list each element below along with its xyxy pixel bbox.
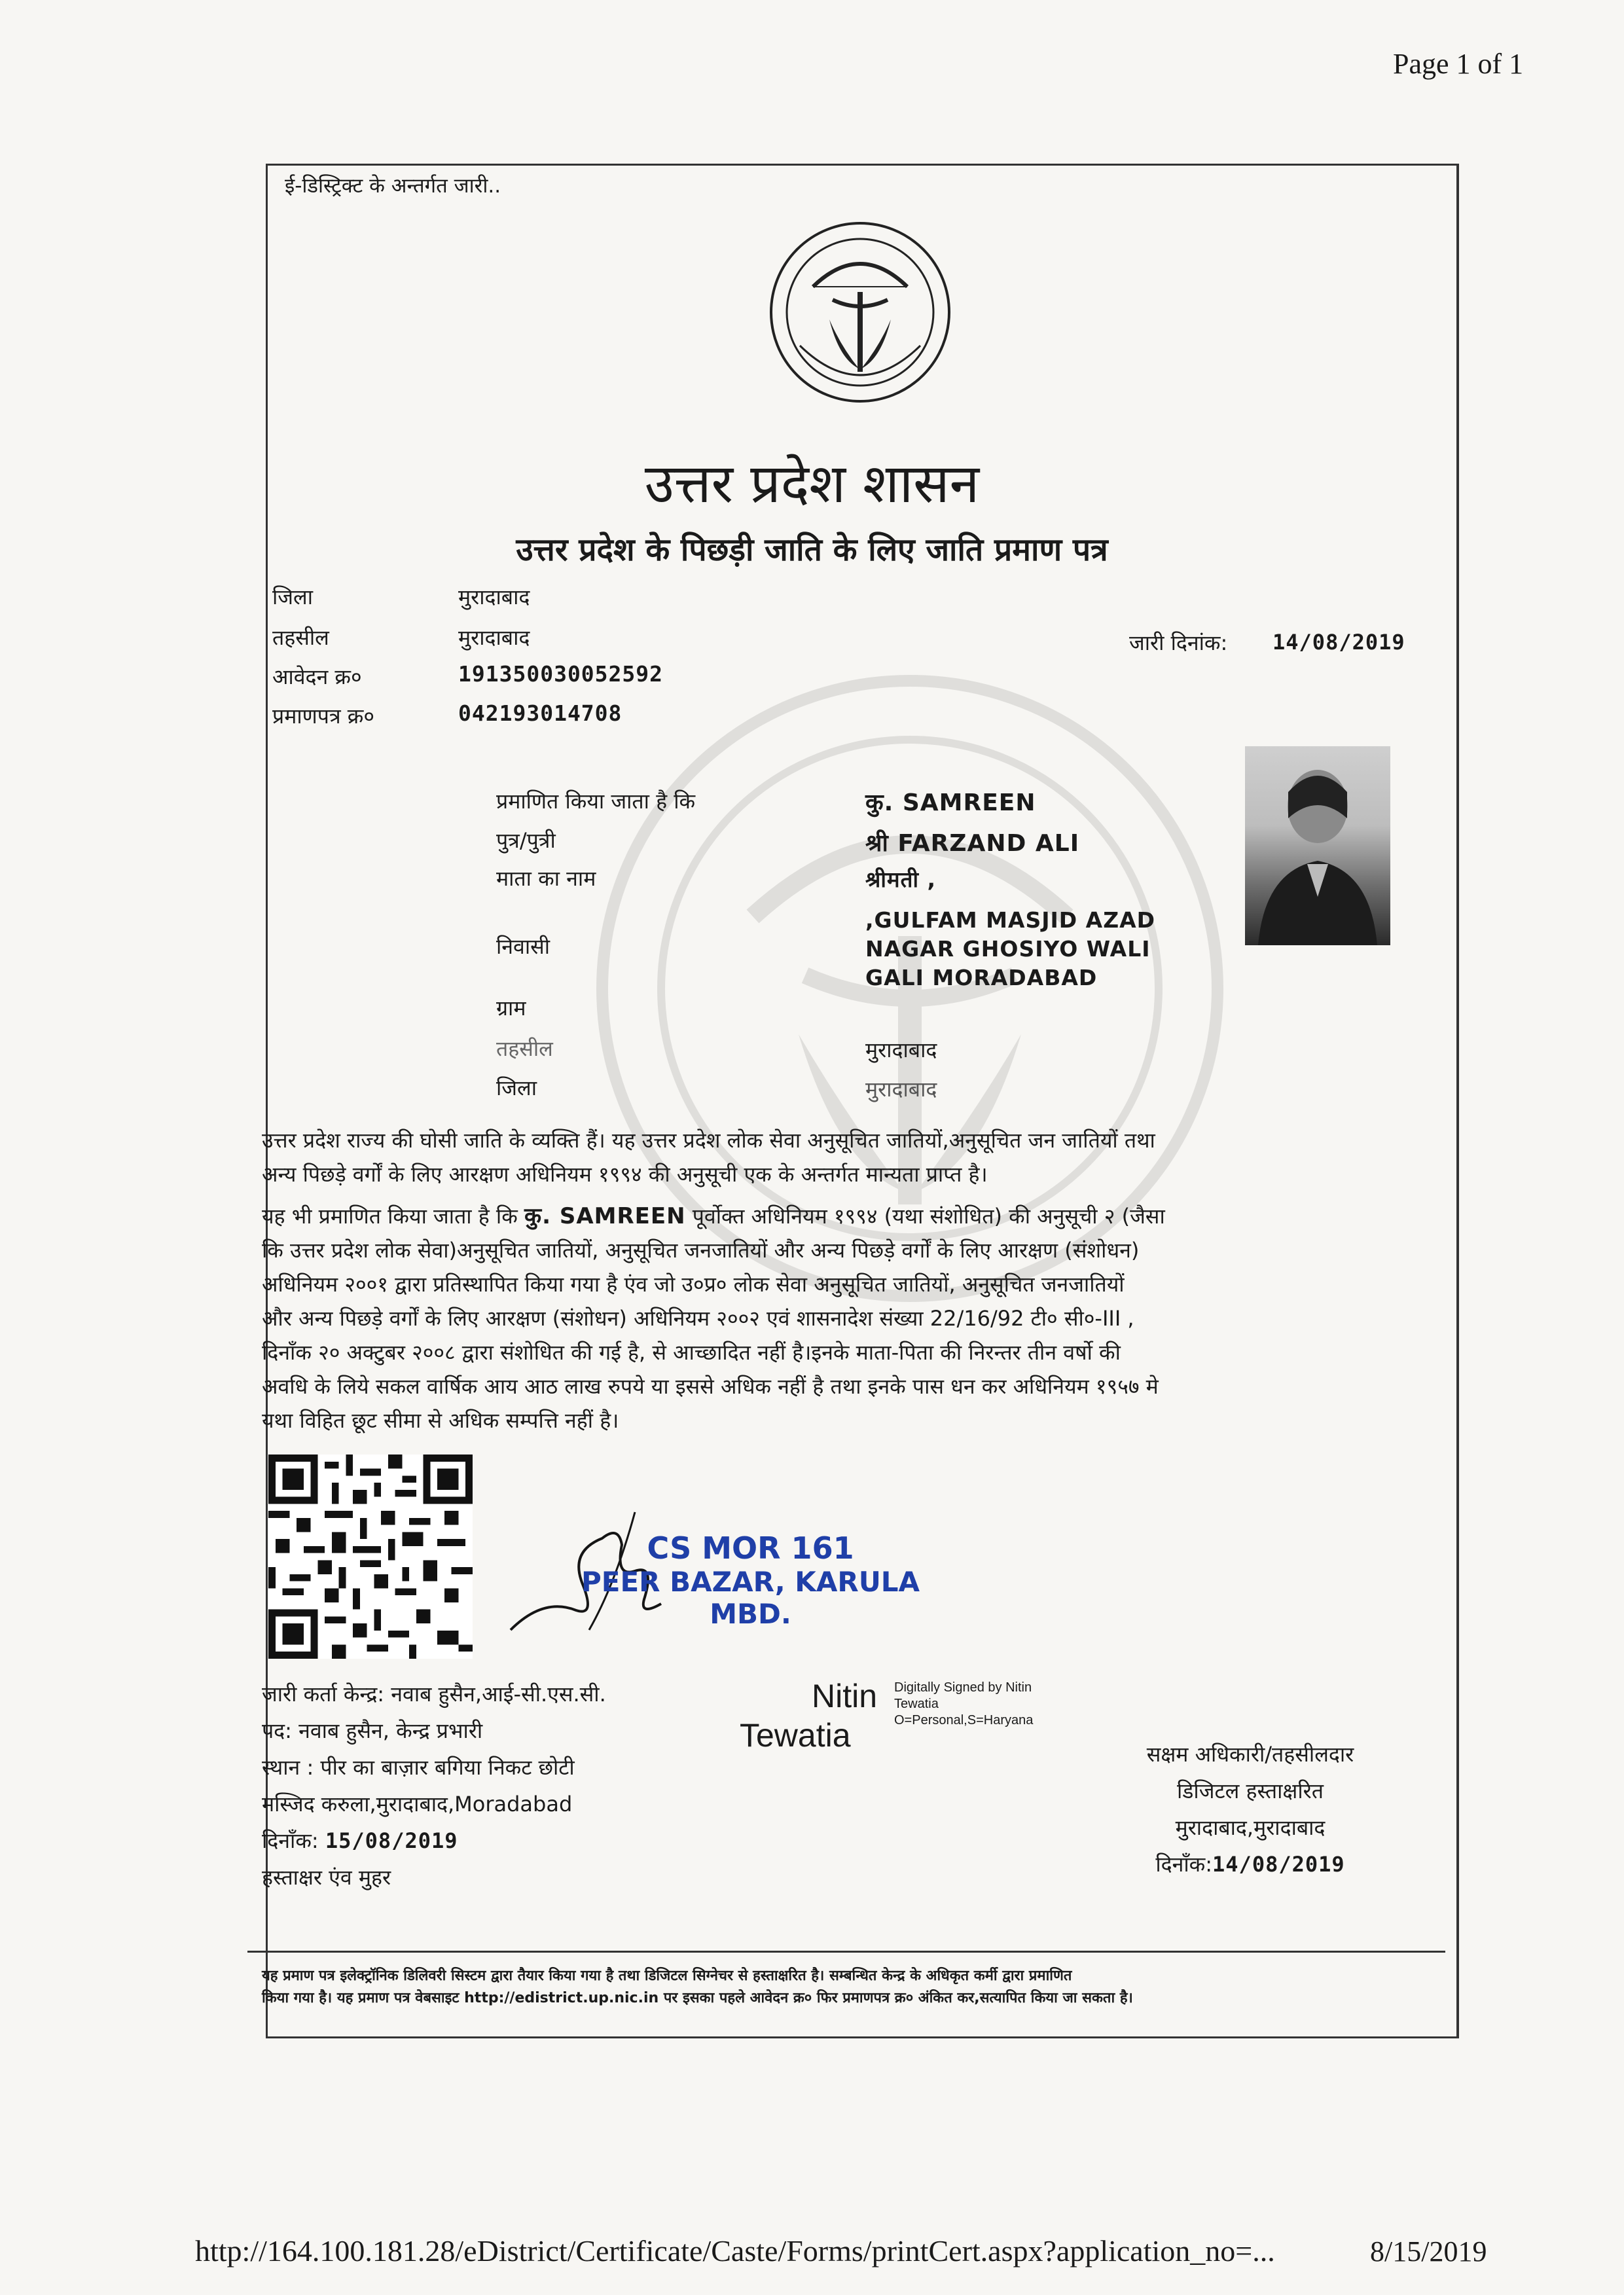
authority-block	[1074, 1736, 1427, 1883]
paragraph-text: यह भी प्रमाणित किया जाता है कि	[262, 1204, 518, 1229]
issue-date-label: जारी दिनांक:	[1129, 630, 1228, 655]
paragraph-line: कि उत्तर प्रदेश लोक सेवा)अनुसूचित जातियों, अनुसूचित जनजातियों और अन्य पिछड़े वर्गों के लिए आरक्षण (संशोधन)	[262, 1238, 1140, 1263]
issuer-details	[262, 1676, 606, 1896]
authority-date	[1074, 1846, 1427, 1883]
applicant-photo	[1245, 746, 1390, 945]
resident-label: निवासी	[496, 934, 550, 959]
signer-first-name: Nitin	[812, 1678, 878, 1714]
person-silhouette-icon	[1245, 746, 1390, 945]
resident-address	[865, 906, 1155, 992]
issuer-date-value: 15/08/2019	[325, 1828, 458, 1853]
issuer-place-line-2: मस्जिद करुला,मुरादाबाद,Moradabad	[262, 1792, 573, 1816]
village-label: ग्राम	[496, 996, 526, 1021]
authority-title: सक्षम अधिकारी/तहसीलदार	[1146, 1742, 1354, 1767]
person-district-label: जिला	[496, 1075, 537, 1100]
page-indicator: Page 1 of 1	[1393, 48, 1524, 80]
application-number: 191350030052592	[458, 661, 664, 687]
signature-note	[894, 1680, 1033, 1729]
center-stamp	[581, 1530, 920, 1630]
district-label: जिला	[272, 585, 314, 609]
tehsil-value: मुरादाबाद	[458, 625, 530, 650]
paragraph-line: यथा विहित छूट सीमा से अधिक सम्पत्ति नहीं है।	[262, 1408, 619, 1433]
signature-note-line-3: O=Personal,S=Haryana	[894, 1713, 1034, 1727]
issuer-sign-label: हस्ताक्षर एंव मुहर	[262, 1865, 391, 1890]
applicant-name: कु. SAMREEN	[865, 789, 1036, 816]
paragraph-line	[262, 1199, 1440, 1233]
paragraph-applicant-name: कु. SAMREEN	[524, 1203, 686, 1229]
signature-note-line-2: Tewatia	[894, 1697, 939, 1711]
authority-date-value: 14/08/2019	[1212, 1852, 1345, 1877]
certified-label: प्रमाणित किया जाता है कि	[496, 789, 696, 814]
up-government-emblem-icon	[767, 215, 953, 410]
address-line-2: NAGAR GHOSIYO WALI	[865, 936, 1151, 962]
paragraph-text: पूर्वोक्त अधिनियम १९९४ (यथा संशोधित) की अनुसूची २ (जैसा	[692, 1204, 1165, 1229]
issuer-place-line-1: स्थान : पीर का बाज़ार बगिया निकट छोटी	[262, 1755, 575, 1780]
address-line-3: GALI MORADABAD	[865, 965, 1098, 990]
signer-last-name: Tewatia	[740, 1717, 851, 1754]
certificate-title: उत्तर प्रदेश के पिछड़ी जाति के लिए जाति प्रमाण पत्र	[516, 532, 1108, 568]
tehsil-label: तहसील	[272, 625, 329, 650]
child-of-label: पुत्र/पुत्री	[496, 828, 556, 853]
verification-line-2: किया गया है। यह प्रमाण पत्र वेबसाइट http://edistrict.up.nic.in पर इसका पहले आवेदन क्र० फिर प्रमाणपत्र क्र० अंकित कर,सत्यापित किया जा सकता है।	[262, 1990, 1133, 2006]
issuer-date	[262, 1822, 606, 1859]
certificate-number-label: प्रमाणपत्र क्र०	[272, 704, 374, 729]
paragraph-line: अधिनियम २००१ द्वारा प्रतिस्थापित किया गया है एंव जो उ०प्र० लोक सेवा अनुसूचित जातियों, अनुसूचित जनजातियों	[262, 1272, 1125, 1297]
e-district-note: ई-डिस्ट्रिक्ट के अन्तर्गत जारी..	[285, 174, 501, 198]
eligibility-statement	[262, 1199, 1440, 1437]
paragraph-line: अवधि के लिये सकल वार्षिक आय आठ लाख रुपये या इससे अधिक नहीं है तथा इनके पास धन कर अधिनियम १९५७ मे	[262, 1374, 1159, 1399]
mother-label: माता का नाम	[496, 866, 596, 891]
issuer-post: पद: नवाब हुसैन, केन्द्र प्रभारी	[262, 1718, 483, 1743]
paragraph-line: और अन्य पिछड़े वर्गों के लिए आरक्षण (संशोधन) अधिनियम २००२ एवं शासनादेश संख्या 22/16/92 टी० सी०-III ,	[262, 1306, 1134, 1331]
person-tehsil-value: मुरादाबाद	[865, 1038, 937, 1062]
verification-note	[262, 1965, 1447, 2010]
district-value: मुरादाबाद	[458, 585, 530, 609]
stamp-line-2: PEER BAZAR, KARULA	[581, 1566, 920, 1598]
person-district-value: मुरादाबाद	[865, 1077, 937, 1102]
government-title: उत्तर प्रदेश शासन	[644, 453, 980, 515]
issuer-center: जारी कर्ता केन्द्र: नवाब हुसैन,आई-सी.एस.सी.	[262, 1682, 606, 1707]
authority-place: मुरादाबाद,मुरादाबाद	[1175, 1815, 1326, 1840]
paragraph-line: दिनाँक २० अक्टुबर २००८ द्वारा संशोधित की गई है, से आच्छादित नहीं है।इनके माता-पिता की निरन्तर तीन वर्षो की	[262, 1340, 1121, 1365]
footer-divider	[247, 1951, 1445, 1953]
print-url: http://164.100.181.28/eDistrict/Certificate/Caste/Forms/printCert.aspx?application_no=...	[195, 2234, 1275, 2268]
person-tehsil-label: तहसील	[496, 1036, 553, 1061]
issuer-date-label: दिनाँक:	[262, 1828, 319, 1853]
stamp-line-3: MBD.	[710, 1598, 791, 1630]
certificate-number: 042193014708	[458, 700, 623, 726]
signature-note-line-1: Digitally Signed by Nitin	[894, 1680, 1032, 1695]
stamp-line-1: CS MOR 161	[647, 1530, 854, 1566]
issue-date-value: 14/08/2019	[1272, 630, 1405, 655]
authority-signed: डिजिटल हस्ताक्षरित	[1177, 1779, 1324, 1803]
father-name: श्री FARZAND ALI	[865, 830, 1080, 857]
paragraph-line: उत्तर प्रदेश राज्य की घोसी जाति के व्यक्ति हैं। यह उत्तर प्रदेश लोक सेवा अनुसूचित जातियों,अनुसूचित जन जातियों तथा	[262, 1128, 1155, 1153]
application-label: आवेदन क्र०	[272, 664, 362, 689]
authority-date-label: दिनाँक:	[1155, 1852, 1213, 1877]
print-date: 8/15/2019	[1370, 2235, 1487, 2268]
caste-statement	[262, 1123, 1440, 1191]
qr-code[interactable]	[268, 1455, 473, 1659]
mother-name: श्रीमती ,	[865, 867, 937, 892]
paragraph-line: अन्य पिछड़े वर्गों के लिए आरक्षण अधिनियम १९९४ की अनुसूची एक के अन्तर्गत मान्यता प्राप्त है।	[262, 1162, 988, 1187]
verification-line-1: यह प्रमाण पत्र इलेक्ट्रॉनिक डिलिवरी सिस्टम द्वारा तैयार किया गया है तथा डिजिटल सिग्नेचर से हस्ताक्षरित है। सम्बन्धित केन्द्र के अधिकृत कर्मी द्वारा प्रमाणित	[262, 1968, 1072, 1984]
address-line-1: ,GULFAM MASJID AZAD	[865, 907, 1156, 933]
